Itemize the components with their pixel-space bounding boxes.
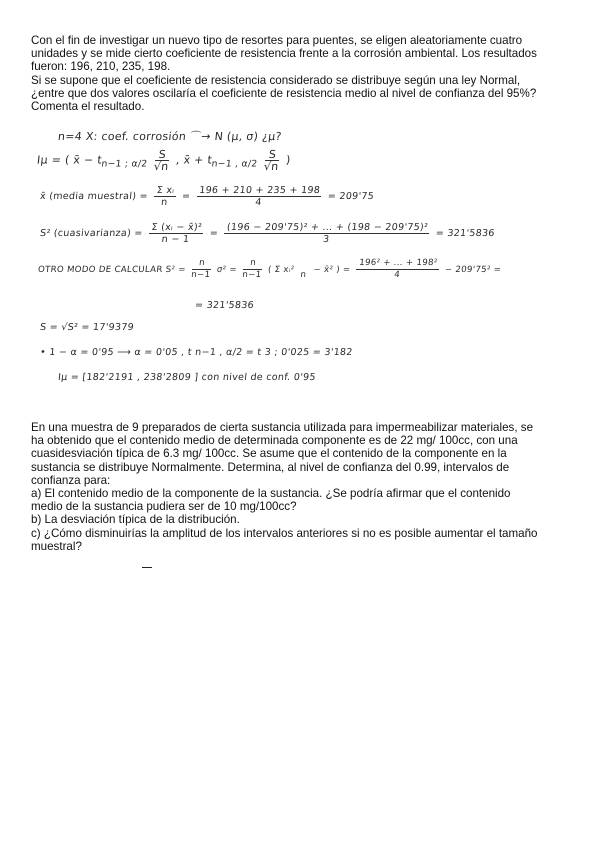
statement-line: confianza para: — [31, 473, 111, 487]
fraction: $\frac{n}{n-1}$ — [241, 258, 262, 280]
pen-mark — [142, 567, 152, 568]
statement-line: fueron: 196, 210, 235, 198. — [31, 60, 171, 74]
fraction: $\frac{\text{196² + ... + 198²}}{4}$ — [355, 258, 440, 281]
problem-2-statement — [31, 421, 576, 553]
statement-line: En una muestra de 9 preparados de cierta sustancia utilizada para impermeabilizar materiales, se — [31, 421, 534, 434]
statement-line: cuasidesviación típica de 6.3 mg/ 100cc. Se asume que el contenido de la componente en la — [31, 447, 507, 461]
handwritten-line-5: OTRO MODO DE CALCULAR S² = $\frac{n}{n-1}$ σ² = $\frac{n}{n-1}$ ( Σ xᵢ² n − x̄² ) = $\frac{\text{196² + ... + 198²}}{4}$ − 209'75² = — [37, 258, 502, 280]
handwritten-line-2: Iμ = ( x̄ − $t_{n-1 ; \alpha/2}$ $\frac{S}{√n}$ , x̄ + $t_{n-1 , \alpha/2}$ $\frac{S}{√n}$ ) — [36, 148, 292, 173]
statement-line: Si se supone que el coeficiente de resistencia considerado se distribuye según una ley Normal, — [31, 73, 521, 87]
handwritten-line-4: S² (cuasivarianza) = $\frac{\text{Σ (xᵢ − x̄)²}}{n - 1}$ = $\frac{\text{(196 − 209'75)² + ... + (198 − 209'75)²}}{3}$ = 321'5836 — [39, 222, 496, 245]
statement-line: Con el fin de investigar un nuevo tipo de resortes para puentes, se eligen aleatoriamente cuatro — [31, 34, 523, 47]
handwritten-line-6: = 321'5836 — [194, 300, 255, 311]
statement-line: unidades y se mide cierto coeficiente de resistencia frente a la corrosión ambiental. Los resultados — [31, 47, 537, 61]
statement-line: medio de la sustancia pudiera ser de 10 mg/100cc? — [31, 500, 297, 514]
statement-line: a) El contenido medio de la componente de la sustancia. ¿Se podría afirmar que el contenido — [31, 487, 511, 501]
fraction: $\frac{\text{Σ (xᵢ − x̄)²}}{n - 1}$ — [148, 222, 205, 245]
statement-line: ¿entre que dos valores oscilaría el coeficiente de resistencia medio al nivel de confianza del 95%? — [31, 86, 537, 100]
statement-line: ha obtenido que el contenido medio de determinada componente es de 22 mg/ 100cc, con una — [31, 434, 518, 448]
statement-line: Comenta el resultado. — [31, 100, 145, 114]
handwritten-line-3: x̄ (media muestral) = $\frac{\text{Σ xᵢ}}{n}$ = $\frac{196 + 210 + 235 + 198}{4}$ = 209'75 — [39, 185, 375, 208]
fraction: $\frac{\text{Σ xᵢ}}{n}$ — [153, 185, 177, 208]
fraction: $\frac{S}{√n}$ — [263, 148, 280, 173]
fraction: $\frac{n}{n-1}$ — [190, 258, 211, 280]
handwritten-line-7: S = √S² = 17'9379 — [39, 322, 135, 333]
statement-line: sustancia se distribuye Normalmente. Determina, al nivel de confianza del 0.99, intervalos de — [31, 460, 510, 474]
handwritten-line-8: • 1 − α = 0'95 ⟶ α = 0'05 , t n−1 , α/2 = t 3 ; 0'025 = 3'182 — [39, 347, 354, 358]
statement-line: muestral? — [31, 539, 82, 553]
fraction: $\frac{196 + 210 + 235 + 198}{4}$ — [195, 185, 322, 208]
handwritten-line-1: n=4 X: coef. corrosión ⌒→ N (μ, σ) ¿μ? — [57, 130, 283, 143]
statement-line: b) La desviación típica de la distribución. — [31, 513, 240, 527]
fraction: $\frac{S}{√n}$ — [153, 148, 170, 173]
fraction: n — [300, 269, 307, 280]
statement-line: c) ¿Cómo disminuirías la amplitud de los intervalos anteriores si no es posible aumentar el tamaño — [31, 526, 538, 540]
handwritten-line-9: Iμ = [182'2191 , 238'2809 ] con nivel de conf. 0'95 — [57, 372, 317, 383]
fraction: $\frac{\text{(196 − 209'75)² + ... + (198 − 209'75)²}}{3}$ — [223, 222, 431, 245]
problem-1-statement — [31, 34, 576, 113]
